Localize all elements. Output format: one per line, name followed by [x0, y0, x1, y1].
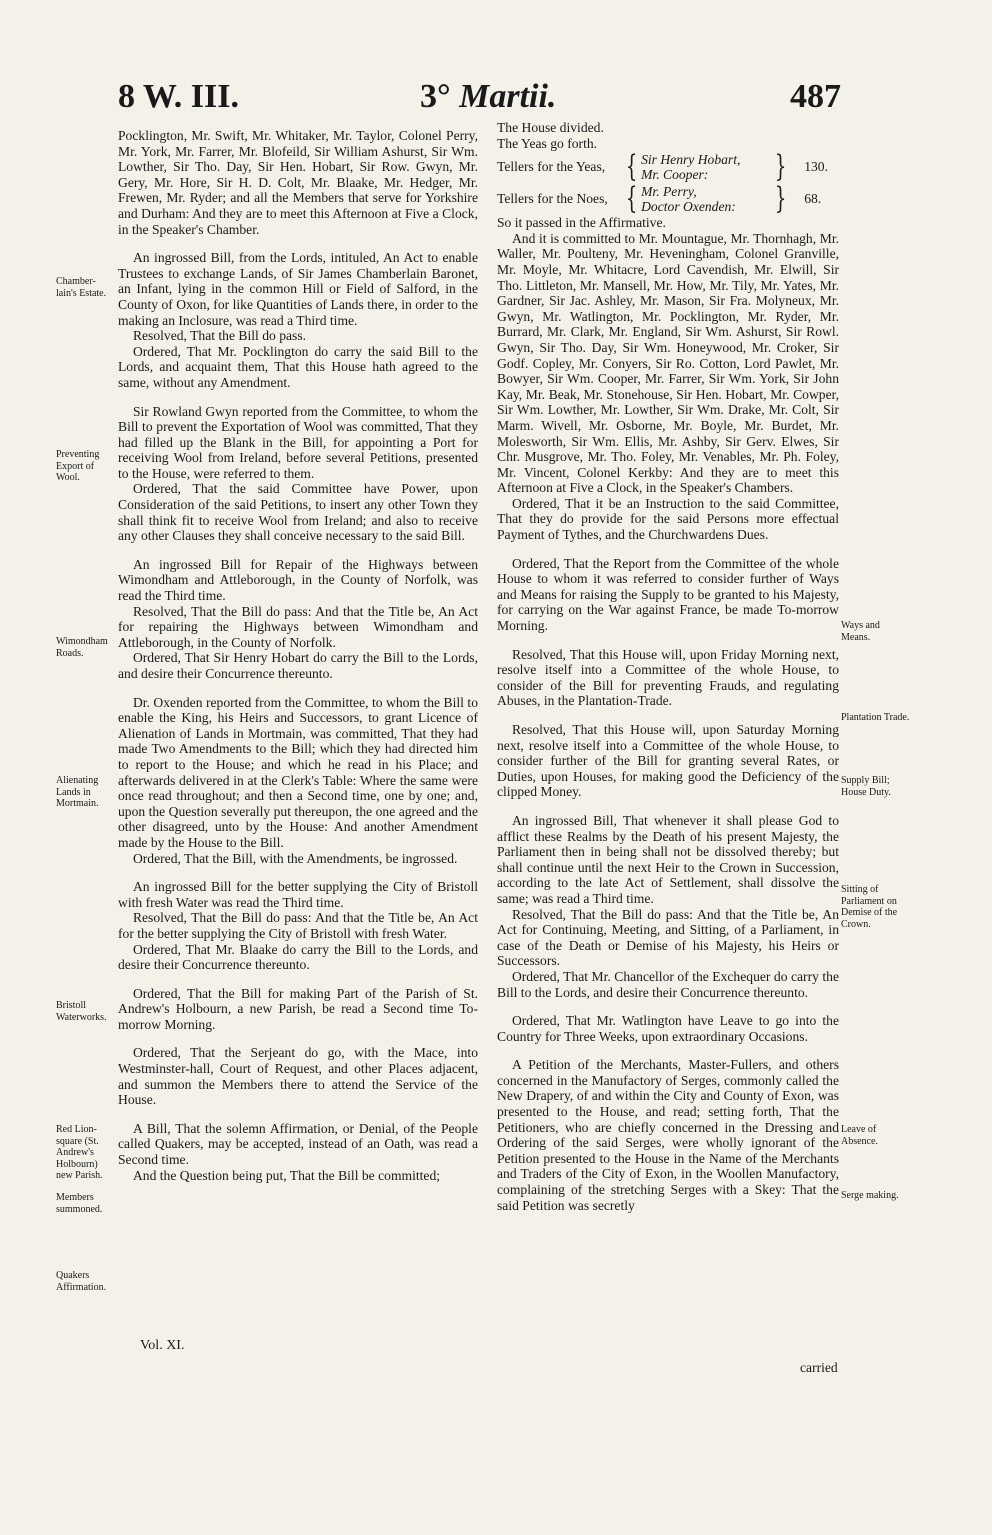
paragraph: Resolved, That the Bill do pass: And that the Title be, An Act for repairing the Highways between Wimondham and Attleborough, in the County of Norfolk. — [118, 603, 478, 650]
tellers-block — [497, 151, 839, 215]
page-header — [0, 78, 992, 128]
paragraph: Resolved, That the Bill do pass. — [132, 328, 307, 344]
brace-glyph: { — [625, 149, 638, 185]
margin-note: Red Lion-square (St. Andrew's Holbourn) new Parish. — [56, 1124, 103, 1181]
paragraph: Ordered, That the Serjeant do go, with the Mace, into Westminster-hall, Court of Request, and other Places adjacent, and summon the Members there to attend the Service of the House. — [118, 1045, 478, 1108]
paragraph: Sir Rowland Gwyn reported from the Committee, to whom the Bill to prevent the Exportation of Wool was committed, That they had filled up the Blank in the Bill, for appointing a Port for receiving Wool from Ireland, before several Petitions, presented to the House, were referred to them. — [118, 403, 478, 481]
margin-note: Preventing Export of Wool. — [56, 449, 100, 483]
paragraph: An ingrossed Bill, That whenever it shall please God to afflict these Realms by the Death of his present Majesty, the Parliament then in being shall not be dissolved thereby; but shall continue until the next Heir to the Crown in Succession, according to the late Act of Settlement, shall dissolve the same; was read a Third time. — [497, 812, 839, 906]
page-number: 487 — [790, 78, 841, 115]
tellers-yeas-label: Tellers for the Yeas, — [497, 159, 606, 175]
margin-note: Leave of Absence. — [841, 1124, 878, 1147]
brace-glyph: } — [774, 181, 787, 217]
tellers-yeas — [497, 151, 839, 183]
paragraph: Ordered, That Sir Henry Hobart do carry the Bill to the Lords, and desire their Concurrence thereunto. — [118, 650, 478, 681]
paragraph: Dr. Oxenden reported from the Committee, to whom the Bill to enable the King, his Heirs and Successors, to grant Licence of Alienation of Lands in Mortmain, was committed, That they had made Two Amendments to the Bill; which they had directed him to report to the House; and which he read in his Place; and afterwards delivered in at the Clerk's Table: Where the same were once read throughout; and then a Second time, one by one; and, upon the Question severally put thereupon, the one agreed and the other disagreed, unto by the House: And another Amendment made by the House to the Bill. — [118, 694, 478, 850]
margin-note: Quakers Affirmation. — [56, 1270, 107, 1293]
noes-count: 68. — [804, 191, 822, 207]
paragraph: Resolved, That this House will, upon Friday Morning next, resolve itself into a Committee of the whole House, to consider of the Bill for preventing Frauds, and regulating Abuses, in the Plantation-Trade. — [497, 646, 839, 709]
teller-name: Mr. Perry, — [641, 184, 697, 200]
paragraph: Resolved, That the Bill do pass: And that the Title be, An Act for Continuing, Meeting, and Sitting, of a Parliament, in case of the Death or Demise of his Majesty, his Heirs or Successors. — [497, 906, 839, 969]
paragraph: Ordered, That the Bill, with the Amendments, be ingrossed. — [132, 850, 458, 866]
margin-note: Wimondham Roads. — [56, 636, 108, 659]
teller-name: Sir Henry Hobart, — [641, 152, 741, 168]
teller-name: Mr. Cooper: — [641, 167, 709, 183]
paragraph: Ordered, That the Bill for making Part of the Parish of St. Andrew's Holbourn, a new Parish, be read a Second time To-morrow Morning. — [118, 985, 478, 1032]
division-result: So it passed in the Affirmative. — [497, 215, 666, 231]
division-line: The Yeas go forth. — [497, 135, 598, 151]
date-heading — [420, 78, 556, 116]
reign-heading: 8 W. III. — [118, 78, 239, 115]
paragraph: Resolved, That the Bill do pass: And that the Title be, An Act for the better supplying the City of Bristoll with fresh Water. — [118, 910, 478, 941]
margin-note: Plantation Trade. — [841, 712, 910, 723]
paragraph: And it is committed to Mr. Mountague, Mr. Thornhagh, Mr. Waller, Mr. Poulteny, Mr. Heveningham, Colonel Granville, Mr. Moyle, Mr. Whitacre, Lord Cavendish, Mr. Elwill, Sir Tho. Littleton, Mr. Mansell, Mr. How, Mr. Tily, Mr. Yates, Mr. Gardner, Sir Jac. Ashley, Mr. Mason, Sir Fra. Molyneux, Mr. Gwyn, Mr. Watlington, Mr. Pocklington, Mr. Ryder, Mr. Burrard, Mr. Clark, Mr. England, Sir Wm. Ashurst, Sir Rowl. Gwyn, Sir Tho. Day, Sir Wm. Honeywood, Mr. Croker, Sir Godf. Copley, Mr. Conyers, Sir Ro. Cotton, Lord Pawlet, Mr. Bowyer, Sir Wm. Cooper, Mr. Farrer, Sir Wm. York, Sir John Kay, Mr. Beak, Mr. Stonehouse, Sir Hen. Hobart, Mr. Cowper, Sir Wm. Lowther, Mr. Lowther, Sir Wm. Drake, Mr. Colt, Sir Marm. Wivell, Mr. Osborne, Mr. Boyle, Mr. Burdet, Mr. Molesworth, Sir Wm. Ellis, Mr. Ashby, Sir Gerv. Elwes, Sir Chr. Musgrove, Mr. Tho. Foley, Mr. Venables, Mr. Ph. Foley, Mr. Vincent, Colonel Kerkby: And they are to meet this Afternoon at Five a Clock, in the Speaker's Chambers. — [497, 230, 839, 496]
paragraph: Ordered, That Mr. Blaake do carry the Bill to the Lords, and desire their Concurrence thereunto. — [118, 941, 478, 973]
margin-note: Chamber-lain's Estate. — [56, 276, 107, 299]
catchword: carried — [800, 1360, 838, 1375]
date-number: 3° — [420, 78, 451, 115]
yeas-count: 130. — [804, 159, 828, 175]
paragraph: Ordered, That it be an Instruction to the said Committee, That they do provide for the said Persons more effectual Payment of Tythes, and the Churchwardens Dues. — [497, 495, 839, 543]
margin-note: Supply Bill; House Duty. — [841, 775, 891, 798]
date-word: Martii. — [459, 78, 557, 115]
brace-glyph: } — [774, 149, 787, 185]
paragraph: Ordered, That the Report from the Committee of the whole House to whom it was referred to consider further of Ways and Means for raising the Supply to be granted to his Majesty, for carrying on the War against France, be made To-morrow Morning. — [497, 555, 839, 634]
margin-note: Sitting of Parliament on Demise of the Crown. — [841, 884, 898, 930]
margin-note: Serge making. — [841, 1190, 899, 1201]
volume-footer: Vol. XI. — [140, 1338, 185, 1353]
paragraph: An ingrossed Bill for Repair of the Highways between Wimondham and Attleborough, in the County of Norfolk, was read the Third time. — [118, 556, 478, 604]
paragraph: An ingrossed Bill for the better supplying the City of Bristoll with fresh Water was read the Third time. — [118, 879, 478, 910]
paragraph: An ingrossed Bill, from the Lords, intituled, An Act to enable Trustees to exchange Lands, of Sir James Chamberlain Baronet, an Infant, lying in the common Hill or Field of Salford, in the County of Oxon, for like Quantities of Lands there, in order to the making an Inclosure, was read a Third time. — [118, 250, 478, 328]
paragraph: A Petition of the Merchants, Master-Fullers, and others concerned in the Manufactory of Serges, commonly called the New Drapery, of and within the City and County of Exon, was presented to the House, and read; setting forth, That the Petitioners, who are chiefly concerned in the Dressing and Ordering of the said Serges, were wholly ignorant of the Petition presented to the House in the Name of the Merchants and Traders of the City of Exon, in the Woollen Manufactory, complaining of the stretching Serges with a Skey: That the said Petition was secretly — [497, 1057, 839, 1213]
tellers-yeas-names — [641, 152, 771, 182]
paragraph: Pocklington, Mr. Swift, Mr. Whitaker, Mr. Taylor, Colonel Perry, Mr. York, Mr. Farrer, Mr. Blofeild, Sir William Ashurst, Sir Wm. Lowther, Sir Tho. Day, Sir Hen. Hobart, Sir Row. Gwyn, Mr. Gery, Mr. Hore, Sir H. D. Colt, Mr. Blaake, Mr. Hedger, Mr. Frewen, Mr. Ryder; and all the Members that serve for Yorkshire and Durham: And they are to meet this Afternoon at Five a Clock, in the Speaker's Chamber. — [118, 128, 478, 237]
left-column — [118, 128, 478, 1183]
margin-note: Alienating Lands in Mortmain. — [56, 775, 99, 809]
paragraph: A Bill, That the solemn Affirmation, or Denial, of the People called Quakers, may be accepted, instead of an Oath, was read a Second time. — [118, 1120, 478, 1168]
paragraph: Ordered, That Mr. Pocklington do carry the said Bill to the Lords, and acquaint them, That this House hath agreed to the same, without any Amendment. — [118, 343, 478, 390]
tellers-noes-label: Tellers for the Noes, — [497, 191, 608, 207]
paragraph: Ordered, That the said Committee have Power, upon Consideration of the said Petitions, to insert any other Town they shall think fit to receive Wool from Ireland; and also to receive any other Clauses they shall conceive necessary to the said Bill. — [118, 481, 478, 544]
teller-name: Doctor Oxenden: — [641, 199, 736, 215]
paragraph: Ordered, That Mr. Watlington have Leave to go into the Country for Three Weeks, upon extraordinary Occasions. — [497, 1013, 839, 1044]
tellers-noes-names — [641, 184, 771, 214]
paragraph: And the Question being put, That the Bill be committed; — [132, 1167, 441, 1183]
division-line: The House divided. — [497, 120, 604, 135]
right-column — [497, 120, 839, 1213]
brace-glyph: { — [625, 181, 638, 217]
paragraph: Ordered, That Mr. Chancellor of the Exchequer do carry the Bill to the Lords, and desire their Concurrence thereunto. — [497, 968, 839, 1000]
paragraph: Resolved, That this House will, upon Saturday Morning next, resolve itself into a Committee of the whole House, to consider further of the Bill for granting several Rates, or Duties, upon Houses, for making good the Deficiency of the clipped Money. — [497, 722, 839, 800]
margin-note: Ways and Means. — [841, 620, 880, 643]
margin-note: Bristoll Waterworks. — [56, 1000, 107, 1023]
tellers-noes — [497, 183, 839, 215]
margin-note: Members summoned. — [56, 1192, 103, 1215]
